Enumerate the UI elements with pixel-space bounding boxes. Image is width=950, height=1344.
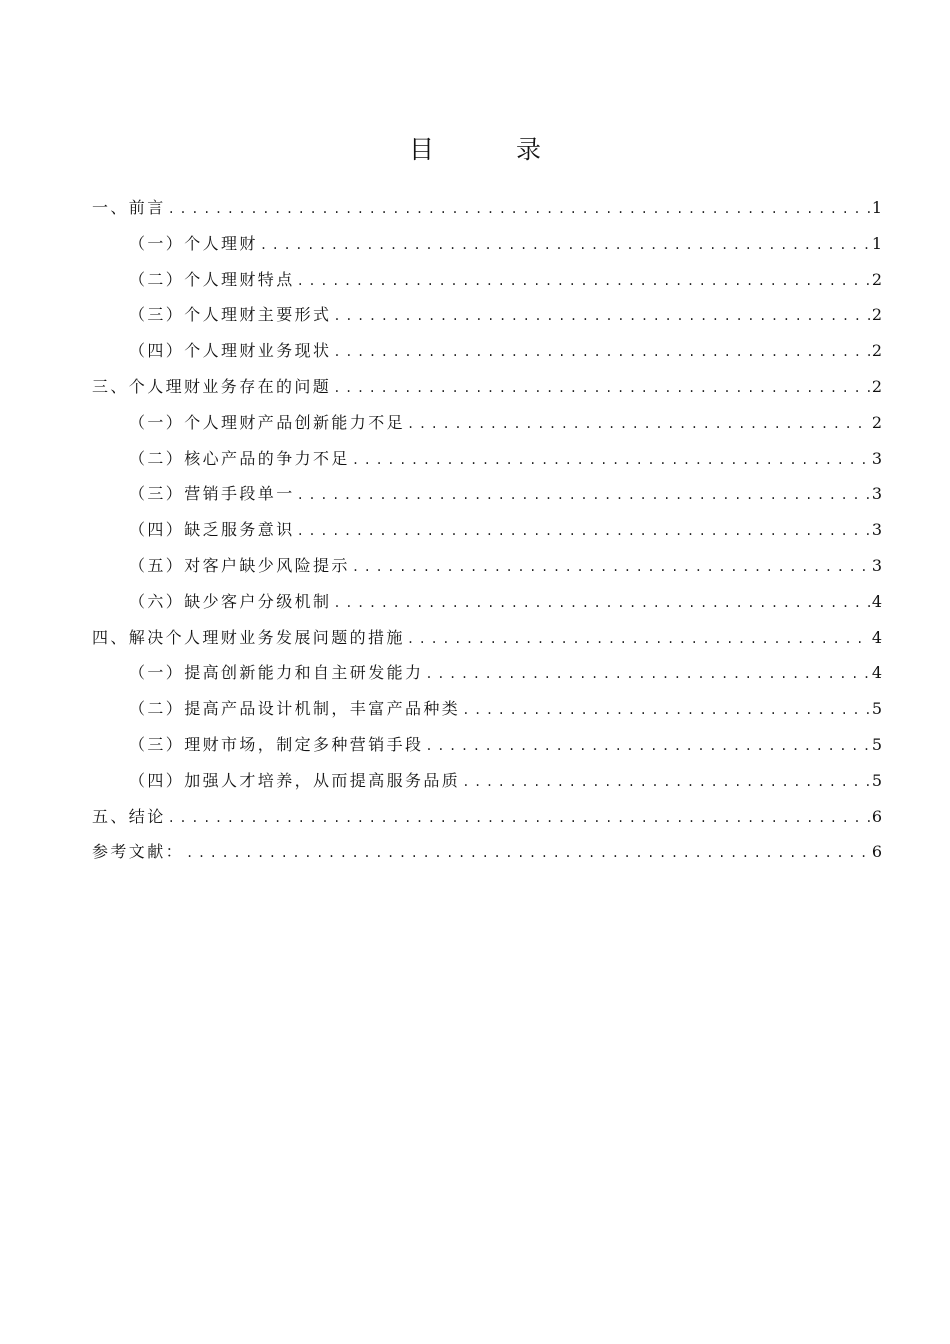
toc-entry[interactable]: [92, 338, 882, 374]
toc-entry[interactable]: [92, 446, 882, 482]
toc-entry-label: （一）个人理财产品创新能力不足: [129, 412, 406, 432]
toc-entry[interactable]: [92, 589, 882, 625]
toc-dot-leader: [333, 309, 869, 323]
toc-entry-page-number: 2: [871, 305, 882, 325]
toc-entry-page-number: 3: [871, 448, 882, 468]
toc-dot-leader: [462, 775, 870, 789]
toc-entry[interactable]: [92, 481, 882, 517]
toc-entry[interactable]: [92, 804, 882, 840]
toc-entry-label: （五）对客户缺少风险提示: [129, 555, 350, 575]
toc-entry-label: （二）提高产品设计机制，丰富产品种类: [129, 699, 461, 719]
toc-entry-label: （二）核心产品的争力不足: [129, 448, 350, 468]
toc-dot-leader: [425, 739, 869, 753]
toc-dot-leader: [352, 560, 870, 574]
toc-entry-label: 一、前言: [92, 198, 166, 217]
toc-entry-page-number: 4: [871, 663, 882, 683]
toc-entry-label: （一）提高创新能力和自主研发能力: [129, 663, 424, 683]
toc-entry-page-number: 3: [871, 484, 882, 504]
toc-entry-label: （三）营销手段单一: [129, 484, 295, 504]
toc-entry-label: （三）个人理财主要形式: [129, 305, 332, 325]
toc-dot-leader: [186, 846, 870, 860]
toc-entry[interactable]: [92, 410, 882, 446]
toc-entry-label: 四、解决个人理财业务发展问题的措施: [92, 627, 405, 647]
toc-entry[interactable]: [92, 696, 882, 732]
toc-entry[interactable]: [92, 553, 882, 589]
toc-entry-page-number: 4: [871, 627, 882, 647]
toc-entry[interactable]: [92, 231, 882, 267]
toc-entry-label: （二）个人理财特点: [129, 269, 295, 289]
toc-entry-page-number: 5: [871, 734, 882, 754]
toc-entry-label: （六）缺少客户分级机制: [129, 591, 332, 611]
toc-entry[interactable]: [92, 195, 882, 231]
toc-entry[interactable]: [92, 625, 882, 661]
toc-dot-leader: [168, 811, 870, 825]
toc-entry-page-number: 2: [871, 269, 882, 289]
toc-entry-label: （四）个人理财业务现状: [129, 341, 332, 361]
toc-entry-label: （一）个人理财: [129, 233, 258, 253]
toc-entry-page-number: 4: [871, 591, 882, 611]
toc-entry-label: （三）理财市场，制定多种营销手段: [129, 734, 424, 754]
table-of-contents: [92, 195, 882, 875]
toc-entry-label: （四）加强人才培养，从而提高服务品质: [129, 770, 461, 790]
toc-dot-leader: [260, 238, 870, 252]
toc-entry-page-number: 6: [871, 842, 882, 862]
toc-entry[interactable]: [92, 267, 882, 303]
toc-entry-label: 参考文献：: [92, 842, 185, 862]
toc-entry-label: （四）缺乏服务意识: [129, 520, 295, 540]
toc-entry[interactable]: [92, 732, 882, 768]
toc-entry-label: 五、结论: [92, 806, 166, 826]
toc-dot-leader: [462, 703, 870, 717]
toc-dot-leader: [407, 417, 870, 431]
toc-entry-page-number: 5: [871, 699, 882, 719]
toc-entry[interactable]: [92, 374, 882, 410]
toc-entry[interactable]: [92, 517, 882, 553]
toc-entry-page-number: 2: [871, 412, 882, 432]
toc-dot-leader: [407, 632, 870, 646]
toc-dot-leader: [352, 453, 870, 467]
toc-entry[interactable]: [92, 839, 882, 875]
title-char-left: 目: [408, 135, 434, 164]
toc-entry-page-number: 3: [871, 520, 882, 540]
toc-entry-page-number: 5: [871, 770, 882, 790]
toc-entry[interactable]: [92, 660, 882, 696]
toc-dot-leader: [297, 488, 870, 502]
toc-entry[interactable]: [92, 768, 882, 804]
toc-entry-page-number: 1: [871, 233, 882, 253]
toc-dot-leader: [333, 345, 869, 359]
toc-entry-label: 三、个人理财业务存在的问题: [92, 376, 332, 396]
toc-dot-leader: [333, 381, 870, 395]
toc-entry-page-number: 3: [871, 555, 882, 575]
toc-dot-leader: [425, 667, 869, 681]
toc-entry-page-number: 6: [871, 806, 882, 826]
toc-entry-page-number: 1: [871, 198, 882, 217]
toc-dot-leader: [168, 202, 870, 216]
page-title: [0, 130, 950, 166]
toc-entry-page-number: 2: [871, 341, 882, 361]
toc-dot-leader: [297, 524, 870, 538]
toc-dot-leader: [333, 596, 869, 610]
toc-entry-page-number: 2: [871, 376, 882, 396]
toc-entry[interactable]: [92, 302, 882, 338]
title-char-right: 录: [516, 135, 542, 164]
toc-dot-leader: [297, 274, 870, 288]
